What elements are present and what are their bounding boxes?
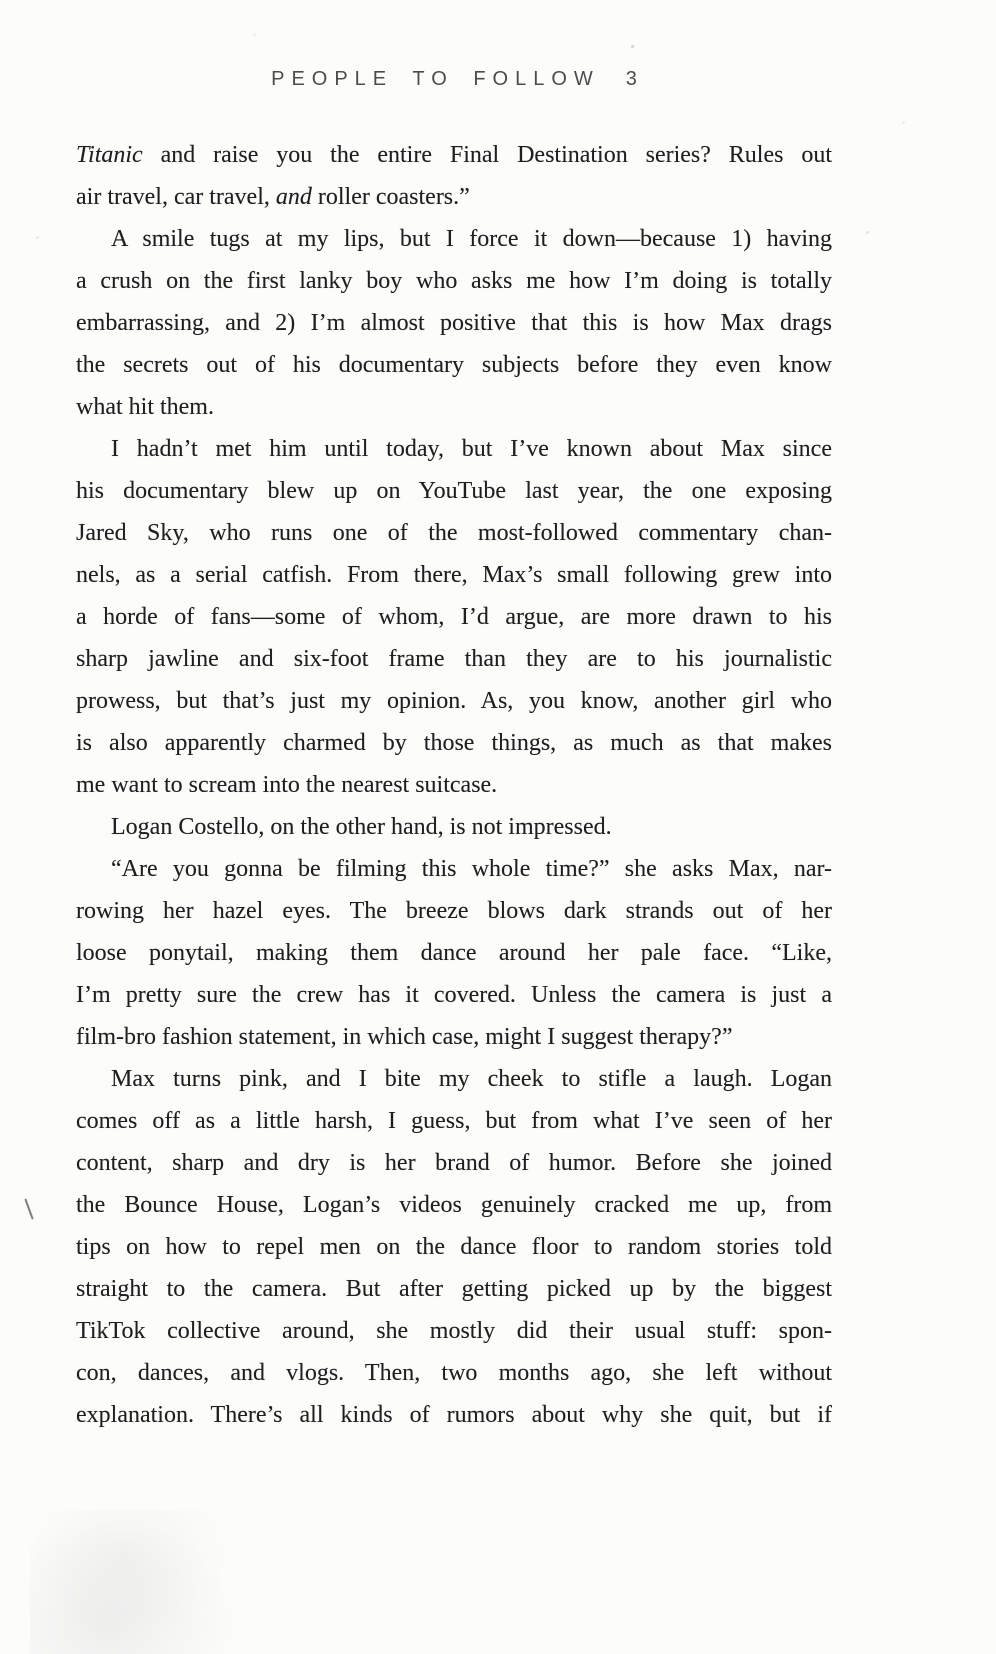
text-segment: explanation. There’s all kinds of rumors about why she quit, but if xyxy=(76,1402,832,1428)
text-line xyxy=(76,260,832,302)
text-segment: TikTok collective around, she mostly did their usual stuff: spon- xyxy=(76,1318,832,1344)
paragraph xyxy=(76,428,832,806)
text-segment: the Bounce House, Logan’s videos genuinely cracked me up, from xyxy=(76,1192,832,1218)
text-segment: embarrassing, and 2) I’m almost positive that this is how Max drags xyxy=(76,310,832,336)
text-segment: Jared Sky, who runs one of the most-followed commentary chan- xyxy=(76,520,832,546)
text-line xyxy=(76,1058,832,1100)
text-segment: A smile tugs at my lips, but I force it down—because 1) having xyxy=(111,226,832,252)
paragraph xyxy=(76,218,832,428)
text-line xyxy=(76,722,832,764)
text-segment: film-bro fashion statement, in which case, might I suggest therapy?” xyxy=(76,1024,733,1050)
text-segment: straight to the camera. But after getting picked up by the biggest xyxy=(76,1276,832,1302)
text-line xyxy=(76,1394,832,1436)
text-line xyxy=(76,1016,832,1058)
text-line xyxy=(76,386,832,428)
text-line xyxy=(76,1142,832,1184)
text-segment: I’m pretty sure the crew has it covered. Unless the camera is just a xyxy=(76,982,832,1008)
text-segment: content, sharp and dry is her brand of humor. Before she joined xyxy=(76,1150,832,1176)
italic-text: Titanic xyxy=(76,142,143,168)
text-line xyxy=(76,974,832,1016)
text-line xyxy=(76,428,832,470)
text-segment: a horde of fans—some of whom, I’d argue, are more drawn to his xyxy=(76,604,832,630)
text-line xyxy=(76,1100,832,1142)
paragraph xyxy=(76,1058,832,1436)
text-segment: prowess, but that’s just my opinion. As, you know, another girl who xyxy=(76,688,832,714)
text-segment: is also apparently charmed by those things, as much as that makes xyxy=(76,730,832,756)
scan-smudge xyxy=(30,1510,250,1654)
text-line xyxy=(76,1310,832,1352)
body-text xyxy=(76,134,832,1436)
text-segment: loose ponytail, making them dance around her pale face. “Like, xyxy=(76,940,832,966)
text-segment: sharp jawline and six-foot frame than they are to his journalistic xyxy=(76,646,832,672)
text-line xyxy=(76,218,832,260)
text-segment: what hit them. xyxy=(76,394,214,420)
text-segment: me want to scream into the nearest suitcase. xyxy=(76,772,498,798)
stray-pen-mark xyxy=(24,1198,33,1219)
text-line xyxy=(76,1184,832,1226)
text-line xyxy=(76,890,832,932)
text-segment: “Are you gonna be filming this whole time?” she asks Max, nar- xyxy=(111,856,832,882)
text-line xyxy=(76,302,832,344)
text-segment: I hadn’t met him until today, but I’ve known about Max since xyxy=(111,436,832,462)
text-segment: his documentary blew up on YouTube last year, the one exposing xyxy=(76,478,832,504)
page-number: 3 xyxy=(625,68,637,90)
text-segment: air travel, car travel, xyxy=(76,184,276,210)
text-line xyxy=(76,596,832,638)
text-line xyxy=(76,176,832,218)
text-segment: and raise you the entire Final Destination series? Rules out xyxy=(142,142,832,168)
text-line xyxy=(76,848,832,890)
text-line xyxy=(76,470,832,512)
text-segment: rowing her hazel eyes. The breeze blows dark strands out of her xyxy=(76,898,832,924)
text-line xyxy=(76,932,832,974)
text-segment: a crush on the first lanky boy who asks me how I’m doing is totally xyxy=(76,268,832,294)
text-segment: nels, as a serial catfish. From there, Max’s small following grew into xyxy=(76,562,832,588)
text-segment: Logan Costello, on the other hand, is not impressed. xyxy=(111,814,612,840)
text-segment: tips on how to repel men on the dance floor to random stories told xyxy=(76,1234,832,1260)
text-segment: con, dances, and vlogs. Then, two months ago, she left without xyxy=(76,1360,832,1386)
text-line xyxy=(76,554,832,596)
paragraph xyxy=(76,134,832,218)
text-segment: Max turns pink, and I bite my cheek to stifle a laugh. Logan xyxy=(111,1066,832,1092)
chapter-title: PEOPLE TO FOLLOW xyxy=(271,68,600,90)
text-line xyxy=(76,344,832,386)
text-line xyxy=(76,512,832,554)
text-line xyxy=(76,1226,832,1268)
running-header xyxy=(76,64,832,94)
text-segment: the secrets out of his documentary subjects before they even know xyxy=(76,352,832,378)
text-line xyxy=(76,638,832,680)
text-line xyxy=(76,764,832,806)
scan-specks xyxy=(0,0,1,1)
text-line xyxy=(76,1352,832,1394)
text-segment: comes off as a little harsh, I guess, but from what I’ve seen of her xyxy=(76,1108,832,1134)
paragraph xyxy=(76,848,832,1058)
text-line xyxy=(76,680,832,722)
paragraph xyxy=(76,806,832,848)
italic-text: and xyxy=(275,184,312,210)
text-line xyxy=(76,134,832,176)
text-line xyxy=(76,1268,832,1310)
text-line xyxy=(76,806,832,848)
text-segment: roller coasters.” xyxy=(311,184,470,210)
